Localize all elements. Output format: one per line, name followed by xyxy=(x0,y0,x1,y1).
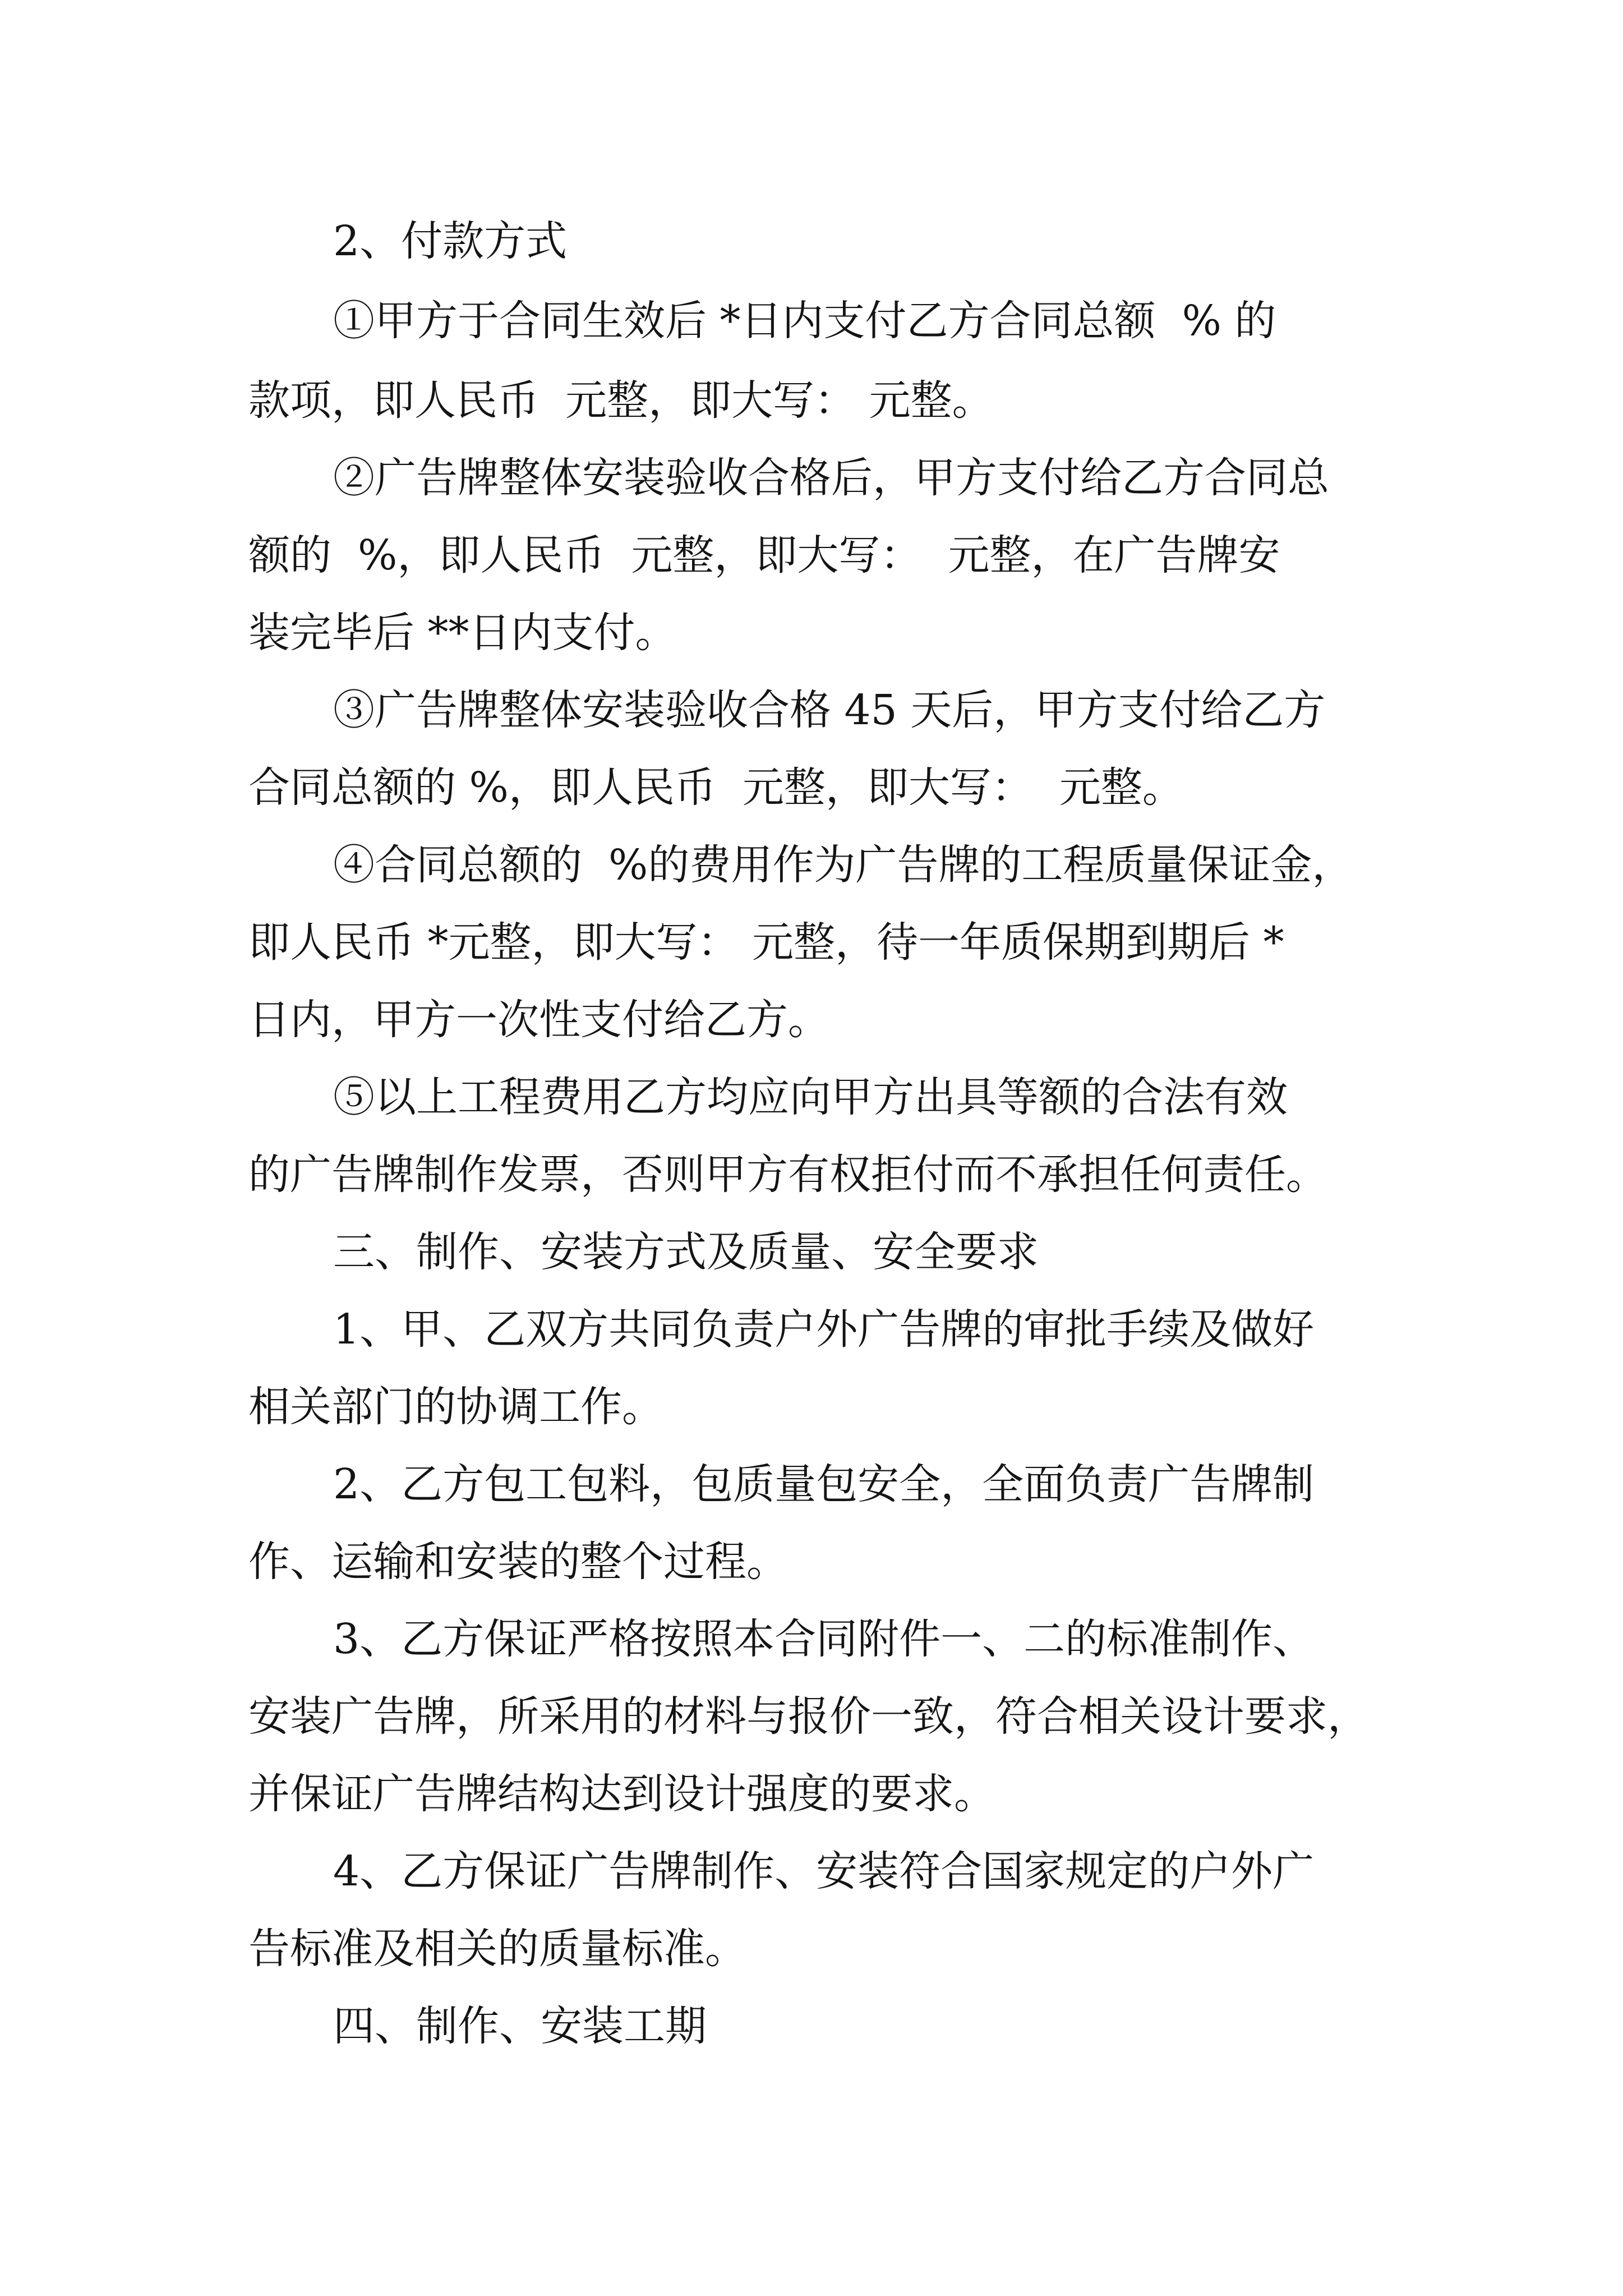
text-line: ③广告牌整体安装验收合格 45 天后，甲方支付给乙方 xyxy=(333,686,1326,734)
text-line: 1、甲、乙双方共同负责户外广告牌的审批手续及做好 xyxy=(333,1305,1315,1354)
text-line: 款项，即人民币 元整，即大写： 元整。 xyxy=(248,376,994,425)
text-line: 相关部门的协调工作。 xyxy=(248,1383,663,1431)
text-line: 装完毕后 **日内支付。 xyxy=(248,609,677,657)
text-line: 日内，甲方一次性支付给乙方。 xyxy=(248,996,829,1044)
text-line: ①甲方于合同生效后 *日内支付乙方合同总额 % 的 xyxy=(333,297,1276,345)
text-line: ②广告牌整体安装验收合格后，甲方支付给乙方合同总 xyxy=(333,454,1329,502)
text-line: 额的 %，即人民币 元整，即大写： 元整，在广告牌安 xyxy=(248,531,1280,579)
text-line: 告标准及相关的质量标准。 xyxy=(248,1925,746,1973)
text-line: 即人民币 *元整，即大写： 元整，待一年质保期到期后 * xyxy=(248,918,1284,967)
text-line: ⑤以上工程费用乙方均应向甲方出具等额的合法有效 xyxy=(333,1073,1288,1121)
section-heading: 四、制作、安装工期 xyxy=(333,2002,707,2050)
text-line: 2、付款方式 xyxy=(333,217,568,265)
text-line: ④合同总额的 %的费用作为广告牌的工程质量保证金， xyxy=(333,841,1354,889)
section-heading: 三、制作、安装方式及质量、安全要求 xyxy=(333,1228,1039,1276)
text-line: 2、乙方包工包料，包质量包安全，全面负责广告牌制 xyxy=(333,1460,1315,1508)
text-line: 4、乙方保证广告牌制作、安装符合国家规定的户外广 xyxy=(333,1847,1315,1895)
text-line: 安装广告牌，所采用的材料与报价一致，符合相关设计要求， xyxy=(248,1692,1369,1741)
text-line: 的广告牌制作发票，否则甲方有权拒付而不承担任何责任。 xyxy=(248,1151,1327,1199)
text-line: 并保证广告牌结构达到设计强度的要求。 xyxy=(248,1770,995,1818)
text-line: 合同总额的 %，即人民币 元整，即大写： 元整。 xyxy=(248,763,1184,812)
text-line: 作、运输和安装的整个过程。 xyxy=(248,1538,788,1586)
text-line: 3、乙方保证严格按照本合同附件一、二的标准制作、 xyxy=(333,1615,1315,1663)
